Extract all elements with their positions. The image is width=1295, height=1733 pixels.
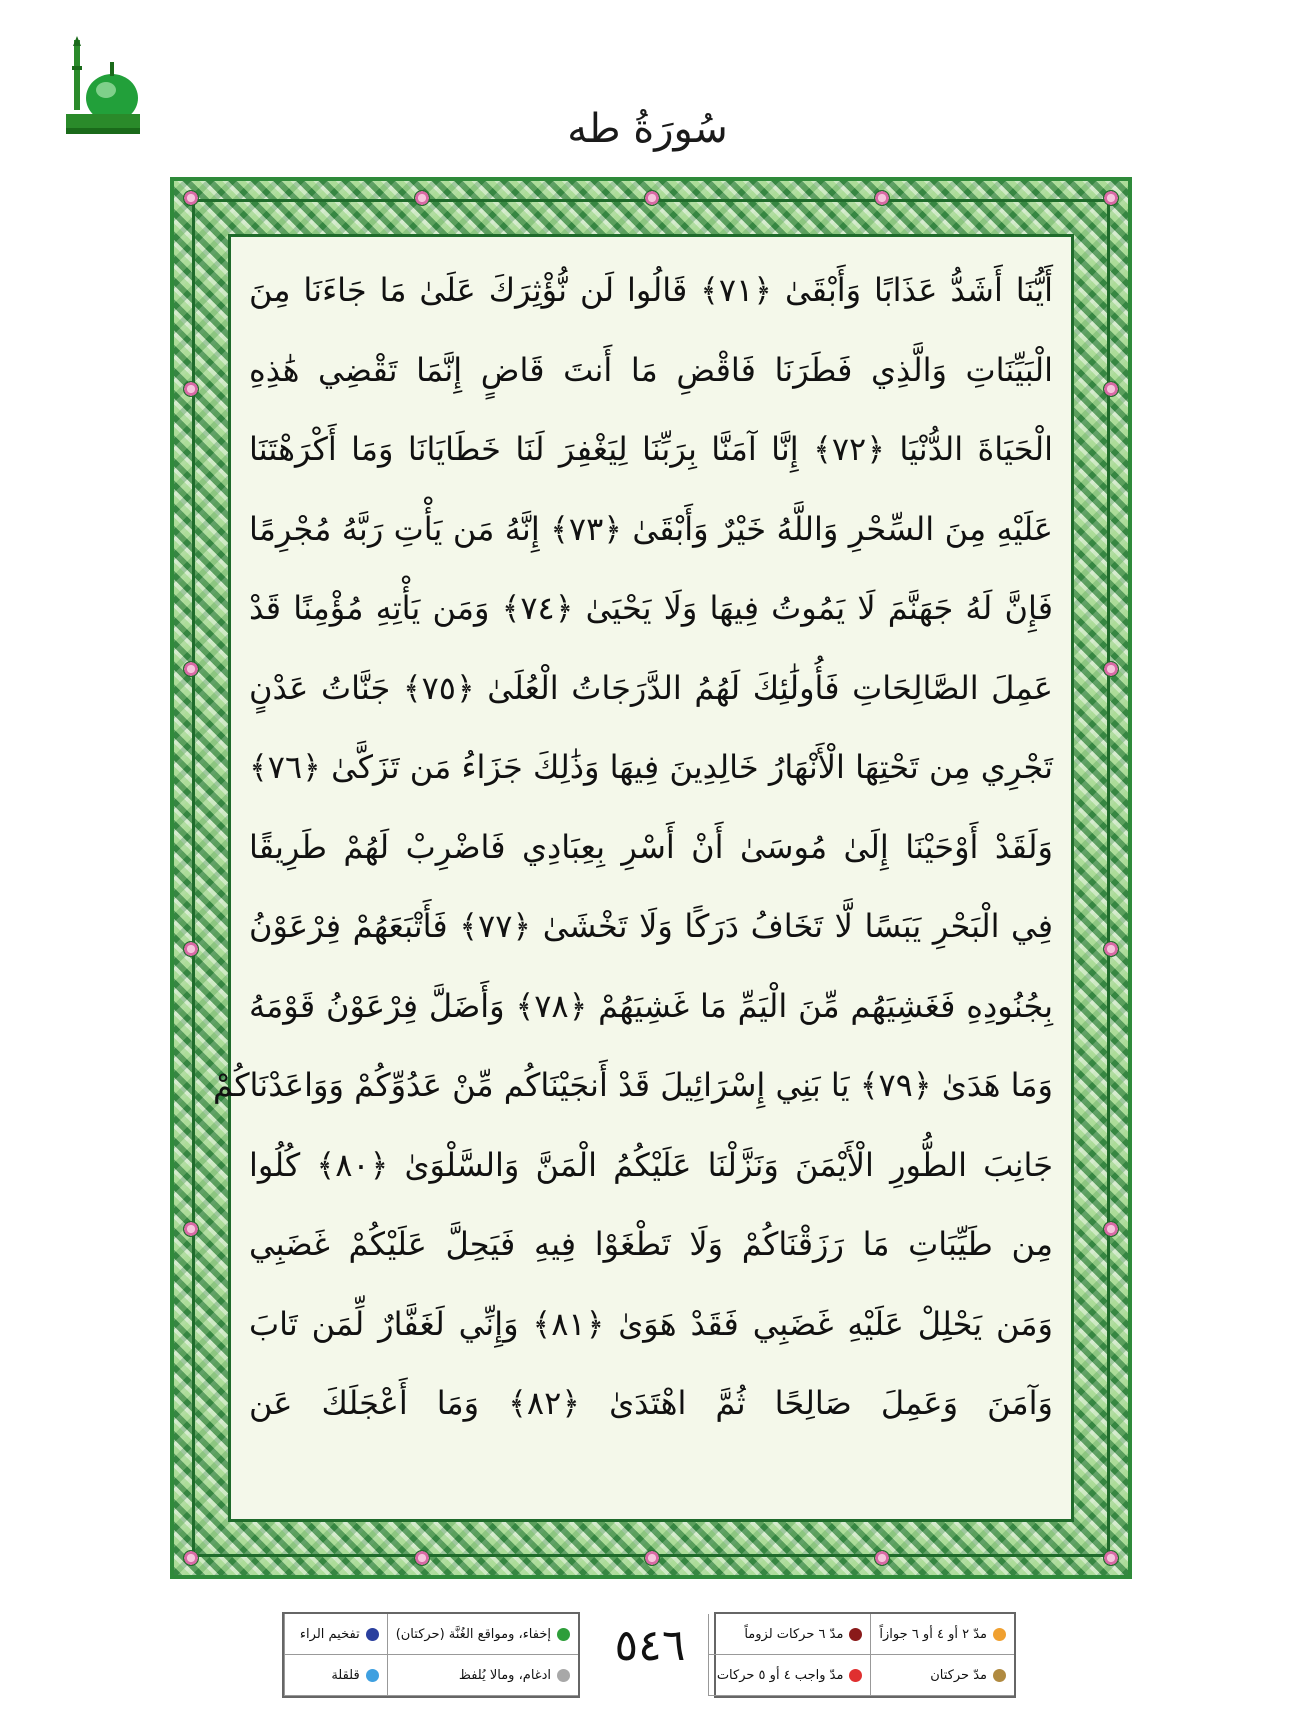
verse-line: مِن طَيِّبَاتِ مَا رَزَقْنَاكُمْ وَلَا تَطْغَوْا فِيهِ فَيَحِلَّ عَلَيْكُمْ غَضَبِي xyxy=(249,1225,1053,1263)
rosette-ornament-icon xyxy=(414,1550,430,1566)
legend-item xyxy=(284,1655,387,1696)
legend-label: مدّ واجب ٤ أو ٥ حركات xyxy=(716,1667,844,1683)
verse-lines xyxy=(213,251,1071,1444)
verse-line: أَيُّنَا أَشَدُّ عَذَابًا وَأَبْقَىٰ ﴿٧١﴾ قَالُوا لَن نُّؤْثِرَكَ عَلَىٰ مَا جَاءَنَا مِنَ xyxy=(249,271,1054,309)
rosette-ornament-icon xyxy=(1103,381,1119,397)
rosette-ornament-icon xyxy=(1103,661,1119,677)
verse-line: وَمَن يَحْلِلْ عَلَيْهِ غَضَبِي فَقَدْ هَوَىٰ ﴿٨١﴾ وَإِنِّي لَغَفَّارٌ لِّمَن تَابَ xyxy=(249,1304,1054,1343)
verse-line: الْبَيِّنَاتِ وَالَّذِي فَطَرَنَا فَاقْضِ مَا أَنتَ قَاضٍ إِنَّمَا تَقْضِي هَٰذِهِ xyxy=(249,350,1053,389)
tajweed-legend-right xyxy=(714,1612,1016,1698)
rosette-ornament-icon xyxy=(183,1550,199,1566)
rosette-ornament-icon xyxy=(644,190,660,206)
verse-line: عَلَيْهِ مِنَ السِّحْرِ وَاللَّهُ خَيْرٌ وَأَبْقَىٰ ﴿٧٣﴾ إِنَّهُ مَن يَأْتِ رَبَّهُ مُجْرِمًا xyxy=(249,509,1054,548)
surah-title: سُورَةُ طه xyxy=(567,106,728,152)
legend-item xyxy=(870,1614,1014,1655)
color-dot-icon xyxy=(366,1628,379,1641)
rosette-ornament-icon xyxy=(183,941,199,957)
verse-text-panel xyxy=(213,234,1074,1522)
verse-line: وَلَقَدْ أَوْحَيْنَا إِلَىٰ مُوسَىٰ أَنْ أَسْرِ بِعِبَادِي فَاضْرِبْ لَهُمْ طَرِيقًا xyxy=(249,827,1053,866)
legend-item xyxy=(708,1655,871,1696)
legend-label: مدّ حركتان xyxy=(930,1667,987,1683)
verse-line: تَجْرِي مِن تَحْتِهَا الْأَنْهَارُ خَالِدِينَ فِيهَا وَذَٰلِكَ جَزَاءُ مَن تَزَكَّىٰ ﴿٧٦﴾ xyxy=(249,748,1053,786)
verse-line: وَآمَنَ وَعَمِلَ صَالِحًا ثُمَّ اهْتَدَىٰ ﴿٨٢﴾ وَمَا أَعْجَلَكَ عَن xyxy=(249,1384,1054,1422)
legend-label: مدّ ٦ حركات لزوماً xyxy=(744,1626,844,1642)
verse-line: الْحَيَاةَ الدُّنْيَا ﴿٧٢﴾ إِنَّا آمَنَّا بِرَبِّنَا لِيَغْفِرَ لَنَا خَطَايَانَا وَمَا أَكْرَهْتَنَا xyxy=(249,430,1054,468)
rosette-ornament-icon xyxy=(1103,1550,1119,1566)
rosette-ornament-icon xyxy=(183,190,199,206)
rosette-ornament-icon xyxy=(644,1550,660,1566)
rosette-ornament-icon xyxy=(183,661,199,677)
verse-line: عَمِلَ الصَّالِحَاتِ فَأُولَٰئِكَ لَهُمُ الدَّرَجَاتُ الْعُلَىٰ ﴿٧٥﴾ جَنَّاتُ عَدْنٍ xyxy=(249,668,1054,707)
legend-label: مدّ ٢ أو ٤ أو ٦ جوازاً xyxy=(879,1626,987,1642)
page-footer xyxy=(0,1612,1295,1702)
legend-item xyxy=(284,1614,387,1655)
rosette-ornament-icon xyxy=(183,1221,199,1237)
color-dot-icon xyxy=(849,1628,862,1641)
rosette-ornament-icon xyxy=(183,381,199,397)
color-dot-icon xyxy=(993,1669,1006,1682)
color-dot-icon xyxy=(557,1628,570,1641)
rosette-ornament-icon xyxy=(1103,941,1119,957)
color-dot-icon xyxy=(557,1669,570,1682)
verse-line: فَإِنَّ لَهُ جَهَنَّمَ لَا يَمُوتُ فِيهَا وَلَا يَحْيَىٰ ﴿٧٤﴾ وَمَن يَأْتِهِ مُؤْمِنًا قَدْ xyxy=(249,589,1054,627)
legend-item xyxy=(870,1655,1014,1696)
legend-item xyxy=(387,1614,578,1655)
verse-line: بِجُنُودِهِ فَغَشِيَهُم مِّنَ الْيَمِّ مَا غَشِيَهُمْ ﴿٧٨﴾ وَأَضَلَّ فِرْعَوْنُ قَوْمَهُ xyxy=(249,986,1053,1025)
rosette-ornament-icon xyxy=(1103,1221,1119,1237)
color-dot-icon xyxy=(849,1669,862,1682)
rosette-ornament-icon xyxy=(1103,190,1119,206)
legend-label: إخفاء، ومواقع الغُنَّة (حركتان) xyxy=(395,1626,551,1642)
rosette-ornament-icon xyxy=(874,190,890,206)
verse-line: فِي الْبَحْرِ يَبَسًا لَّا تَخَافُ دَرَكًا وَلَا تَخْشَىٰ ﴿٧٧﴾ فَأَتْبَعَهُمْ فِرْعَوْنُ xyxy=(249,907,1054,945)
verse-line: وَمَا هَدَىٰ ﴿٧٩﴾ يَا بَنِي إِسْرَائِيلَ قَدْ أَنجَيْنَاكُم مِّنْ عَدُوِّكُمْ وَوَاعَدْنَاكُمْ xyxy=(213,1066,1053,1104)
legend-label: ادغام، ومالا يُلفظ xyxy=(458,1667,551,1683)
legend-item xyxy=(708,1614,871,1655)
color-dot-icon xyxy=(366,1669,379,1682)
rosette-ornament-icon xyxy=(874,1550,890,1566)
legend-label: قلقلة xyxy=(331,1667,360,1683)
legend-item xyxy=(387,1655,578,1696)
tajweed-legend-left xyxy=(282,1612,580,1698)
color-dot-icon xyxy=(993,1628,1006,1641)
verse-line: جَانِبَ الطُّورِ الْأَيْمَنَ وَنَزَّلْنَا عَلَيْكُمُ الْمَنَّ وَالسَّلْوَىٰ ﴿٨٠﴾ كُلُوا xyxy=(249,1145,1054,1184)
page-number: ٥٤٦ xyxy=(614,1620,686,1671)
legend-label: تفخيم الراء xyxy=(299,1626,360,1642)
rosette-ornament-icon xyxy=(414,190,430,206)
